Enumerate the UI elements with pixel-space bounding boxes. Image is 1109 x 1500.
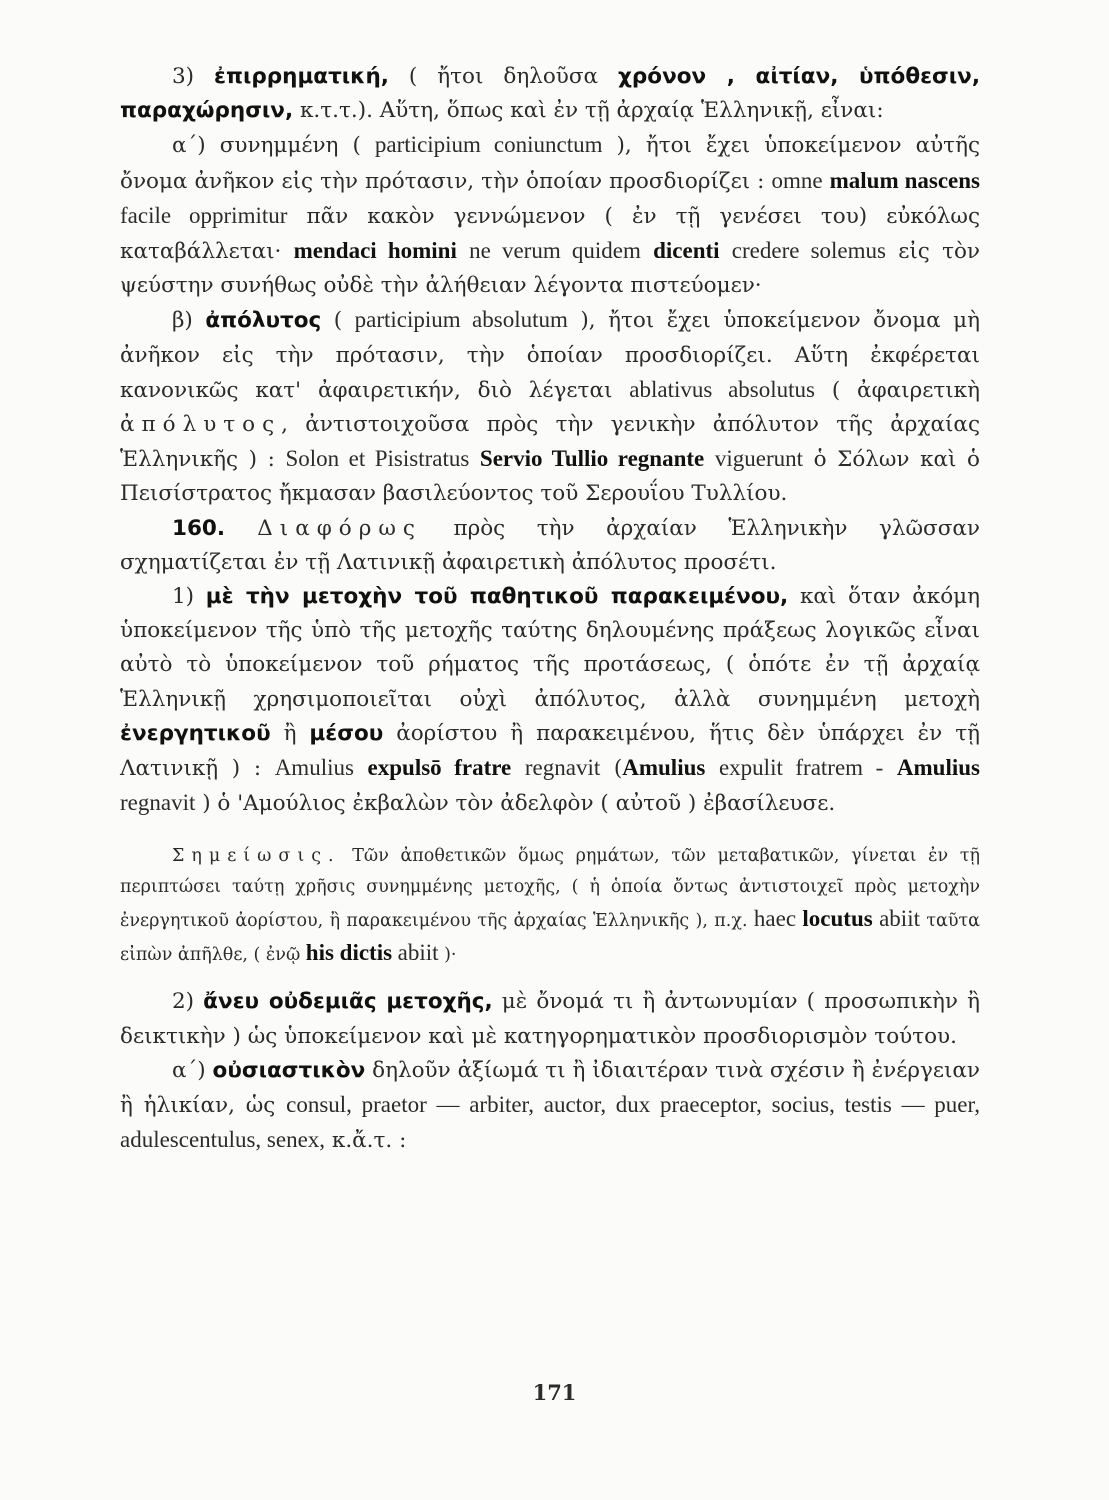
text: ἢ [270,720,310,746]
latin-example-bold: Amulius [896,755,980,781]
latin-example: regnavit [524,755,601,781]
latin-example: ne verum quidem [469,238,641,264]
latin-example: expulit fratrem - [718,755,884,781]
latin-example-bold: dicenti [653,238,720,264]
text: κ.τ.τ.). Αὕτη, ὅπως καὶ ἐν τῇ ἀρχαίᾳ Ἑλληνικῇ, εἶναι: [293,98,884,124]
term-bold: ἐνεργητικοῦ [120,720,271,746]
item-number: 2) [172,989,204,1015]
spaced-word: Διαφόρως [257,515,422,541]
section-number: 160. [172,515,258,541]
latin-example: regnavit [120,790,196,816]
latin-example: facile opprimitur [120,202,288,228]
text: α΄) συνημμένη ( [172,133,375,159]
spaced-word: ἀπόλυτος [120,412,282,438]
latin-example-bold: malum nascens [829,167,980,193]
latin-example-bold: locutus [802,906,873,932]
latin-example: abiit [879,906,920,932]
latin-term: participium absolutum [354,307,568,333]
latin-example: haec [753,906,797,932]
text: καὶ ὅταν ἀκόμη ὑποκείμενον τῆς ὑπὸ τῆς μετοχῆς ταύτης δηλουμένης πράξεως λογικῶς εἶναι αὐτὸ τὸ ὑποκείμενον τοῦ ρήματος τῆς προτάσεως, ( ὁπότε ἐν τῇ ἀρχαίᾳ Ἑλληνικῇ χρησιμοποιεῖται οὐχὶ ἀπόλυτος, ἀλλὰ συνημμένη μετοχὴ [120,584,980,712]
text: ( [321,308,355,334]
term-list: χρόνον , αἰτίαν, ὑπόθεσιν, παραχώρησιν, [120,64,980,124]
text: β) [172,308,206,334]
latin-example: Solon et Pisistratus [285,446,470,472]
text: ), ἤτοι ἔχει ὑποκείμενον αὐτῆς ὄνομα ἀνῆκον εἰς τὴν πρότασιν, τὴν ὁποίαν προσδιορίζει : [120,133,980,194]
text: ἀορίστου ἢ παρακειμένου, ἥτις δὲν ὑπάρχει ἐν τῇ Λατινικῇ ) : [120,720,980,782]
term-bold: μέσου [309,720,384,746]
section-160 [120,512,980,580]
term-epirrimatiki: ἐπιρρηματική, [214,64,389,89]
paragraph-a-noun [120,1054,980,1159]
paragraph-1-participle [120,580,980,821]
latin-example-bold: Servio Tullio regnante [479,446,705,472]
latin-example: omne [771,167,823,193]
note-label: Σημείωσις. [172,846,341,867]
text: ( [600,756,623,782]
text: εἰς τὸν ψεύστην συνήθως οὐδὲ τὴν ἀλήθειαν λέγοντα πιστεύομεν· [120,239,980,299]
text: πᾶν κακὸν γεννώμενον ( ἐν τῇ γενέσει του) εὐκόλως καταβάλλεται· [120,203,980,265]
latin-term: ablativus absolutus [629,376,815,402]
latin-term: participium coniunctum [374,132,603,158]
latin-example: Amulius [274,755,354,781]
text: ταῦτα εἰπὼν ἀπῆλθε, ( ἐνῷ [120,911,980,966]
note-paragraph [120,841,980,971]
text: μὲ ὄνομά τι ἢ ἀντωνυμίαν ( προσωπικὴν ἢ δεικτικὴν ) ὡς ὑποκείμενον καὶ μὲ κατηγορηματικὸν προσδιορισμὸν τούτου. [120,989,980,1049]
latin-example: abiit [397,940,439,966]
item-number: 1) [172,584,206,610]
latin-example: viguerunt [714,446,803,472]
paragraph-a-coniunctum [120,128,980,303]
term-bold: μὲ τὴν μετοχὴν τοῦ παθητικοῦ παρακειμένου, [205,584,789,610]
latin-example-bold: expulsō fratre [367,755,512,781]
text: ) ὁ 'Αμούλιος ἐκβαλὼν τὸν ἀδελφὸν ( αὐτοῦ ) ἐβασίλευσε. [195,791,836,817]
latin-example-bold: mendaci homini [293,238,457,264]
text: ὁ Σόλων καὶ ὁ Πεισίστρατος ἤκμασαν βασιλεύοντος τοῦ Σερουΐου Τυλλίου. [120,447,980,507]
page-number: 171 [532,1380,577,1405]
latin-example: consul, praetor — arbiter, auctor, dux praeceptor, socius, testis — puer, adulescentulus, senex, [120,1092,980,1153]
term-apolytos: ἀπόλυτος [205,308,322,334]
paragraph-2-no-participle [120,985,980,1053]
text: πρὸς τὴν ἀρχαίαν Ἑλληνικὴν γλῶσσαν σχηματίζεται ἐν τῇ Λατινικῇ ἀφαιρετικὴ ἀπόλυτος προσέτι. [120,515,980,575]
text: ( ἀφαιρετικὴ [814,377,980,403]
paragraph-3 [120,60,980,128]
text: ), ἤτοι ἔχει ὑποκείμενον ὄνομα μὴ ἀνῆκον εἰς τὴν πρότασιν, τὴν ὁποίαν προσδιορίζει. Αὕτη ἐκφέρεται κανονικῶς κατ' ἀφαιρετικήν, διὸ λέγεται [120,308,980,403]
text: , ἀντιστοιχοῦσα πρὸς τὴν γενικὴν ἀπόλυτον τῆς ἀρχαίας Ἑλληνικῆς ) : [120,412,980,473]
text: ( ἤτοι δηλοῦσα [388,64,619,89]
text: α΄) [172,1057,213,1083]
paragraph-b-absolutum [120,303,980,511]
term-bold: ἄνευ οὐδεμιᾶς μετοχῆς, [203,989,493,1015]
latin-example-bold: Amulius [622,755,706,781]
text: Τῶν ἀποθετικῶν ὅμως ρημάτων, τῶν μεταβατικῶν, γίνεται ἐν τῇ περιπτώσει ταύτῃ χρῆσις συνημμένης μετοχῆς, ( ἡ ὁποία ὄντως ἀντιστοιχεῖ πρὸς μετοχὴν ἐνεργητικοῦ ἀορίστου, ἢ παρακειμένου τῆς ἀρχαίας Ἑλληνικῆς ), π.χ. [120,846,980,932]
text: δηλοῦν ἀξίωμά τι ἢ ἰδιαιτέραν τινὰ σχέσιν ἢ ἐνέργειαν ἢ ἡλικίαν, ὡς [120,1057,980,1119]
latin-example: credere solemus [731,238,886,264]
text: κ.ἄ.τ. : [331,1128,407,1154]
term-bold: οὐσιαστικὸν [212,1057,366,1083]
latin-example-bold: his dictis [305,940,393,966]
item-number: 3) [172,64,215,89]
text: )· [438,945,457,966]
body-text [120,60,980,1158]
